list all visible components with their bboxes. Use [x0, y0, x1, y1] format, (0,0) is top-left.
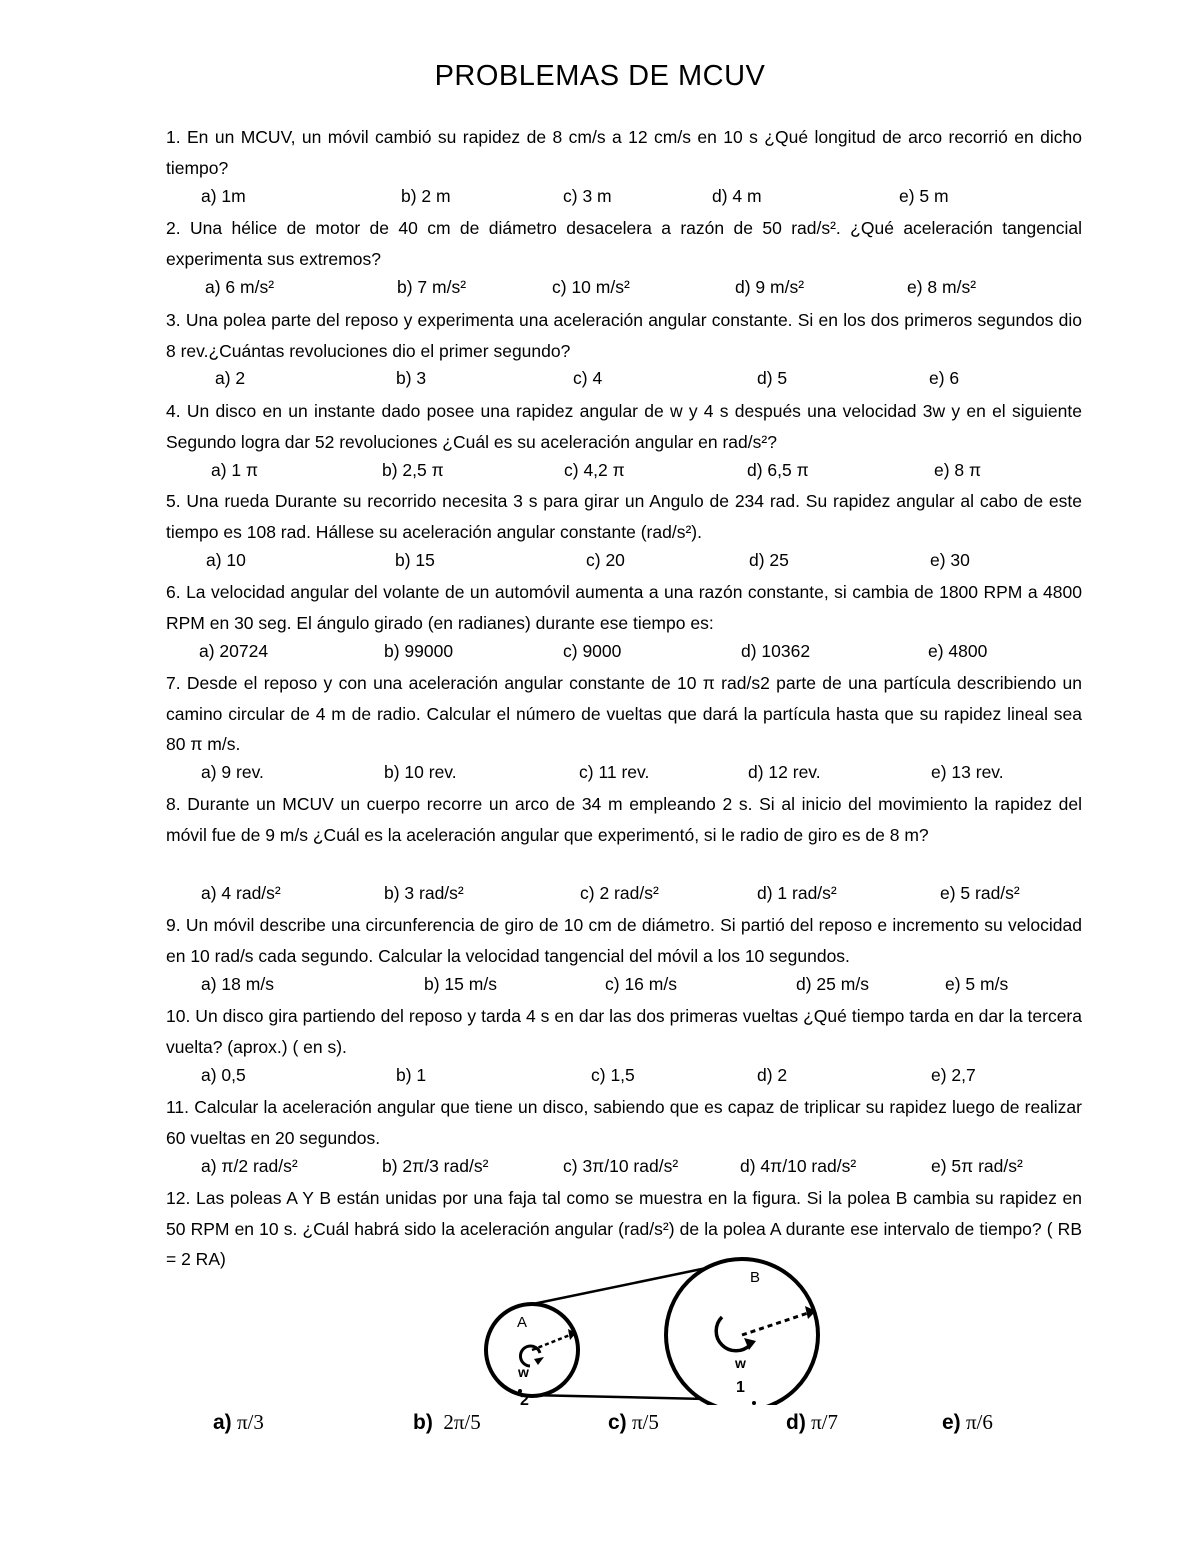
option-d: d) 12 rev.: [748, 762, 821, 782]
problem-12-text: 12. Las poleas A Y B están unidas por una faja tal como se muestra en la figura. Si la polea B cambia su rapidez en 50 RPM en 10 s. ¿Cuál habrá sido la aceleración angular (rad/s²) de la polea A durante ese intervalo de tiempo? ( RB = 2 RA): [166, 1188, 1082, 1269]
option-a: a) 2: [215, 368, 246, 388]
problem-5-text: 5. Una rueda Durante su recorrido necesita 3 s para girar un Angulo de 234 rad. Su rapidez angular al cabo de este tiempo es 108 rad. Hállese su aceleración angular constante (rad/s²).: [166, 491, 1082, 542]
option-b: b) 2 m: [401, 186, 451, 206]
option-d: d) 25 m/s: [796, 974, 869, 994]
option-e: e) 5 m: [899, 186, 949, 206]
label-b: B: [750, 1269, 761, 1286]
problem-9-options: [0, 974, 1200, 1002]
problem-5-options: [0, 550, 1200, 578]
option-b: b) 15: [395, 550, 435, 570]
option-b: b) 2π/3 rad/s²: [382, 1156, 489, 1176]
problem-6-text: 6. La velocidad angular del volante de un automóvil aumenta a una razón constante, si cambia de 1800 RPM a 4800 RPM en 30 seg. El ángulo girado (en radianes) durante ese tiempo es:: [166, 582, 1082, 633]
option-c: c) π/5: [608, 1410, 659, 1434]
problem-4-options: [0, 460, 1200, 488]
option-b: b) 99000: [384, 641, 454, 661]
option-e: e) 13 rev.: [931, 762, 1004, 782]
option-a: a) 1 π: [211, 460, 259, 480]
option-b: b) 7 m/s²: [397, 277, 467, 297]
option-c: c) 4: [573, 368, 603, 388]
option-e: e) 8 m/s²: [907, 277, 977, 297]
option-e: e) 5 rad/s²: [940, 883, 1020, 903]
option-d: d) π/7: [786, 1410, 839, 1434]
option-a: a) π/3: [213, 1410, 264, 1434]
option-c: c) 11 rev.: [579, 762, 650, 782]
option-a: a) 6 m/s²: [205, 277, 275, 297]
option-e: e) 4800: [928, 641, 988, 661]
problem-6-options: [0, 641, 1200, 669]
option-b: b) 2,5 π: [382, 460, 444, 480]
problem-8-options: [0, 883, 1200, 911]
label-w-b: w: [735, 1355, 746, 1371]
option-e: e) 6: [929, 368, 960, 388]
option-a: a) 20724: [199, 641, 269, 661]
problem-4-text: 4. Un disco en un instante dado posee una rapidez angular de w y 4 s después una velocidad 3w y en el siguiente Segundo logra dar 52 revoluciones ¿Cuál es su aceleración angular en rad/s²?: [166, 401, 1082, 452]
option-d: d) 5: [757, 368, 788, 388]
option-c: c) 3 m: [563, 186, 612, 206]
problem-10-options: [0, 1065, 1200, 1093]
problem-11-text: 11. Calcular la aceleración angular que tiene un disco, sabiendo que es capaz de triplicar su rapidez luego de realizar 60 vueltas en 20 segundos.: [166, 1097, 1082, 1148]
option-e: e) π/6: [942, 1410, 993, 1434]
option-e: e) 2,7: [931, 1065, 976, 1085]
option-d: d) 9 m/s²: [735, 277, 805, 297]
option-d: d) 1 rad/s²: [757, 883, 837, 903]
problem-7-text: 7. Desde el reposo y con una aceleración angular constante de 10 π rad/s2 parte de una partícula describiendo un camino circular de 4 m de radio. Calcular el número de vueltas que dará la partícula hasta que su rapidez lineal sea 80 π m/s.: [166, 673, 1082, 754]
option-a: a) 0,5: [201, 1065, 246, 1085]
option-c: c) 1,5: [591, 1065, 635, 1085]
problem-11-options: [0, 1156, 1200, 1184]
option-a: a) 9 rev.: [201, 762, 264, 782]
label-w-a: w: [518, 1364, 529, 1380]
option-d: d) 2: [757, 1065, 788, 1085]
problem-2-options: [0, 277, 1200, 305]
option-e: e) 30: [930, 550, 970, 570]
option-e: e) 5 m/s: [945, 974, 1009, 994]
option-d: d) 10362: [741, 641, 811, 661]
option-c: c) 3π/10 rad/s²: [563, 1156, 679, 1176]
option-c: c) 10 m/s²: [552, 277, 630, 297]
option-b: b) 3: [396, 368, 427, 388]
problem-8-text: 8. Durante un MCUV un cuerpo recorre un arco de 34 m empleando 2 s. Si al inicio del movimiento la rapidez del móvil fue de 9 m/s ¿Cuál es la aceleración angular que experimentó, si le radio de giro es de 8 m?: [166, 794, 1082, 845]
option-b: b) 3 rad/s²: [384, 883, 464, 903]
option-a: a) 1m: [201, 186, 246, 206]
option-a: a) 18 m/s: [201, 974, 274, 994]
label-2: 2: [520, 1392, 529, 1405]
option-b: b) 15 m/s: [424, 974, 497, 994]
option-a: a) 10: [206, 550, 246, 570]
problem-12-options: [0, 1410, 1200, 1444]
option-e: e) 8 π: [934, 460, 982, 480]
option-e: e) 5π rad/s²: [931, 1156, 1023, 1176]
option-c: c) 2 rad/s²: [580, 883, 659, 903]
option-c: c) 20: [586, 550, 625, 570]
option-c: c) 4,2 π: [564, 460, 625, 480]
problem-7-options: [0, 762, 1200, 790]
option-b: b) 2π/5: [413, 1410, 481, 1434]
label-1: 1: [736, 1379, 745, 1396]
option-c: c) 16 m/s: [605, 974, 677, 994]
problem-2-text: 2. Una hélice de motor de 40 cm de diámetro desacelera a razón de 50 rad/s². ¿Qué aceleración tangencial experimenta sus extremos?: [166, 218, 1082, 269]
option-d: d) 25: [749, 550, 789, 570]
option-a: a) 4 rad/s²: [201, 883, 281, 903]
problem-1-text: 1. En un MCUV, un móvil cambió su rapidez de 8 cm/s a 12 cm/s en 10 s ¿Qué longitud de arco recorrió en dicho tiempo?: [166, 127, 1082, 178]
option-b: b) 10 rev.: [384, 762, 457, 782]
problem-9-text: 9. Un móvil describe una circunferencia de giro de 10 cm de diámetro. Si partió del reposo e incremento su velocidad en 10 rad/s cada segundo. Calcular la velocidad tangencial del móvil a los 10 segundos.: [166, 915, 1082, 966]
problem-10-text: 10. Un disco gira partiendo del reposo y tarda 4 s en dar las dos primeras vueltas ¿Qué tiempo tarda en dar la tercera vuelta? (aprox.) ( en s).: [166, 1006, 1082, 1057]
pulley-diagram: [470, 1255, 830, 1405]
option-d: d) 4 m: [712, 186, 762, 206]
problem-1-options: [0, 186, 1200, 214]
problem-3-options: [0, 368, 1200, 396]
problem-3-text: 3. Una polea parte del reposo y experimenta una aceleración angular constante. Si en los dos primeros segundos dio 8 rev.¿Cuántas revoluciones dio el primer segundo?: [166, 310, 1082, 361]
option-d: d) 4π/10 rad/s²: [740, 1156, 857, 1176]
option-b: b) 1: [396, 1065, 427, 1085]
option-d: d) 6,5 π: [747, 460, 809, 480]
option-c: c) 9000: [563, 641, 622, 661]
page-title: PROBLEMAS DE MCUV: [434, 60, 766, 92]
label-a: A: [517, 1314, 528, 1331]
option-a: a) π/2 rad/s²: [201, 1156, 298, 1176]
